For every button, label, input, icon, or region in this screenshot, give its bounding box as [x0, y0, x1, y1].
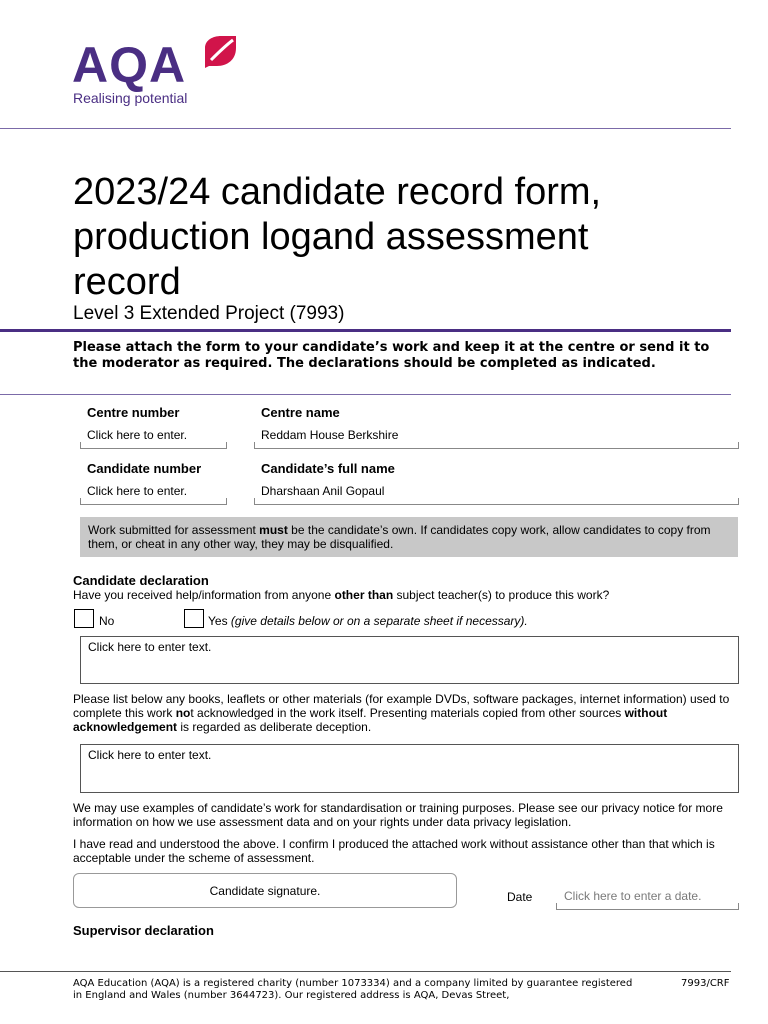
intro-instructions: Please attach the form to your candidate’s work and keep it at the centre or send it to the moderator as required. The declarations should be completed as indicated. — [73, 340, 710, 371]
aqa-logo-wordmark: AQA — [72, 37, 187, 93]
footer-divider — [0, 971, 731, 972]
intro-divider — [0, 394, 731, 395]
candidate-name-value: Dharshaan Anil Gopaul — [261, 484, 385, 498]
materials-instructions: Please list below any books, leaflets or other materials (for example DVDs, software packages, internet information) used to complete this work not acknowledged in the work itself. Presenting materials copied from other sources without acknowledgement is regarded as deliberate deception. — [73, 692, 730, 734]
date-underline — [556, 903, 739, 910]
date-placeholder: Click here to enter a date. — [564, 889, 702, 903]
candidate-name-label: Candidate’s full name — [261, 461, 395, 476]
privacy-notice: We may use examples of candidate’s work for standardisation or training purposes. Please see our privacy notice for more information on how we use assessment data and on your rights under data privacy legislation. — [73, 801, 723, 829]
centre-number-underline — [80, 442, 227, 449]
centre-name-label: Centre name — [261, 405, 340, 420]
yes-checkbox[interactable] — [184, 609, 204, 628]
leaf-mark-icon — [199, 34, 239, 70]
no-option-label: No — [99, 614, 115, 628]
centre-number-field[interactable] — [80, 428, 227, 449]
centre-name-value: Reddam House Berkshire — [261, 428, 399, 442]
supervisor-declaration-heading: Supervisor declaration — [73, 923, 214, 938]
candidate-declaration-heading: Candidate declaration — [73, 573, 209, 588]
candidate-number-label: Candidate number — [87, 461, 202, 476]
materials-details-textarea[interactable]: Click here to enter text. — [80, 744, 739, 793]
candidate-signature-field[interactable]: Candidate signature. — [73, 873, 457, 908]
candidate-name-underline — [254, 498, 739, 505]
candidate-number-field[interactable] — [80, 484, 227, 505]
disqualification-notice: Work submitted for assessment must be the candidate’s own. If candidates copy work, allow candidates to copy from them, or cheat in any other way, they may be disqualified. — [80, 517, 738, 557]
candidate-name-field[interactable] — [254, 484, 739, 505]
help-question: Have you received help/information from anyone other than subject teacher(s) to produce this work? — [73, 588, 610, 602]
page-title: 2023/24 candidate record form, production logand assessment record — [73, 171, 602, 303]
title-divider — [0, 329, 731, 332]
centre-number-value: Click here to enter. — [87, 428, 188, 442]
help-details-textarea[interactable]: Click here to enter text. — [80, 636, 739, 684]
centre-name-underline — [254, 442, 739, 449]
form-code: 7993/CRF — [681, 978, 730, 989]
centre-name-field[interactable] — [254, 428, 739, 449]
centre-number-label: Centre number — [87, 405, 180, 420]
date-field[interactable] — [556, 889, 739, 910]
candidate-number-underline — [80, 498, 227, 505]
page-subtitle: Level 3 Extended Project (7993) — [73, 303, 345, 324]
date-label: Date — [507, 890, 533, 904]
aqa-logo-tagline: Realising potential — [73, 90, 188, 106]
no-checkbox[interactable] — [74, 609, 94, 628]
header-divider — [0, 128, 731, 129]
confirmation-statement: I have read and understood the above. I confirm I produced the attached work without assistance other than that which is acceptable under the scheme of assessment. — [73, 837, 715, 865]
candidate-number-value: Click here to enter. — [87, 484, 188, 498]
yes-option-label: Yes (give details below or on a separate sheet if necessary). — [208, 614, 528, 628]
footer-legal-text: AQA Education (AQA) is a registered charity (number 1073334) and a company limited by guarantee registered in England and Wales (number 3644723). Our registered address is AQA, Devas Street, — [73, 978, 633, 1001]
